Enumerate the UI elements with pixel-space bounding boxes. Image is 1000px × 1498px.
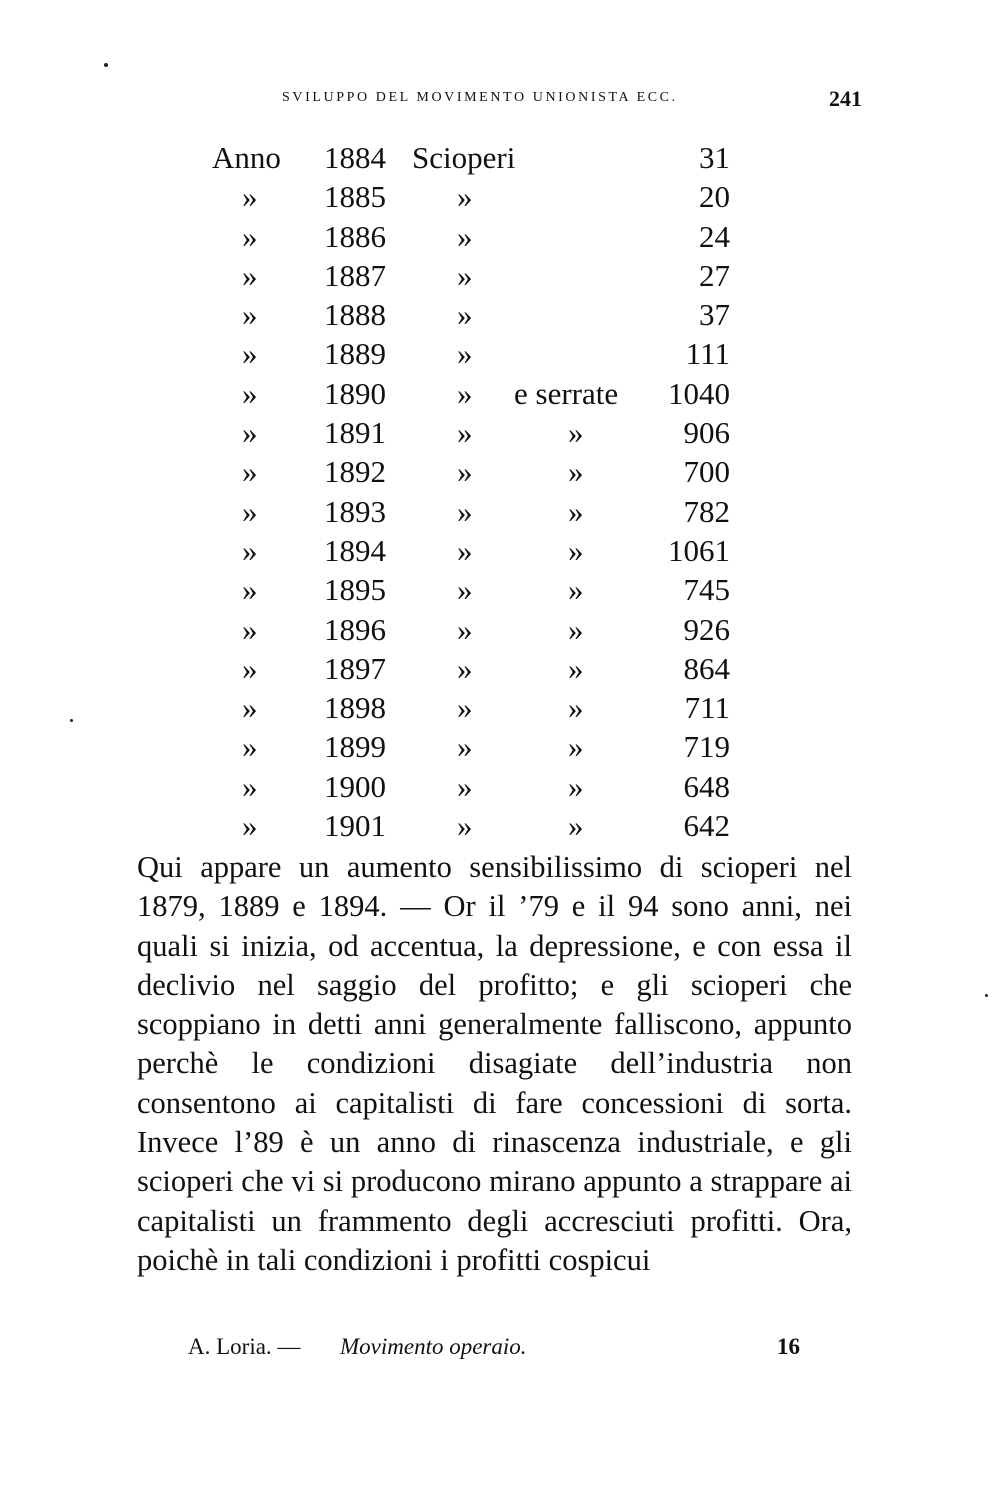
row-strikes-column: » <box>457 336 473 372</box>
row-lockouts-column: » <box>568 611 584 647</box>
body-paragraph: Qui appare un aumento sensibilissimo di scioperi nel 1879, 1889 e 1894. — Or il ’79 e il 94 sono anni, nei quali si inizia, od accentua, la depressione, e con essa il declivio nel saggio del profitto; e gli scioperi che scoppiano in detti anni generalmente falliscono, appunto perchè le condizioni disagiate dell’industria non consentono ai capitalisti di fare concessioni di sorta. Invece l’89 è un anno di rinascenza industriale, e gli scioperi che vi si producono mirano appunto a strappare ai capitalisti un frammento degli accresciuti profitti. Ora, poichè in tali condizioni i profitti cospicui <box>137 850 852 1277</box>
table-row <box>212 690 742 729</box>
print-speck <box>70 719 73 722</box>
row-label: » <box>242 729 258 765</box>
row-year: 1901 <box>324 808 386 844</box>
row-strikes-column: » <box>457 179 473 215</box>
row-year: 1895 <box>324 572 386 608</box>
row-value: 642 <box>683 808 730 844</box>
row-label: Anno <box>212 140 281 175</box>
row-year: 1888 <box>324 297 386 333</box>
row-lockouts-column: e serrate <box>514 375 619 411</box>
row-strikes-column: » <box>457 808 473 844</box>
table-row <box>212 494 742 533</box>
row-value: 782 <box>683 493 730 529</box>
row-year: 1900 <box>324 768 386 804</box>
table-row <box>212 572 742 611</box>
row-year: 1898 <box>324 690 386 726</box>
row-year: 1896 <box>324 611 386 647</box>
row-value: 37 <box>699 297 730 333</box>
row-label: » <box>242 808 258 844</box>
running-head <box>282 86 862 118</box>
row-lockouts-column: » <box>568 454 584 490</box>
row-lockouts-column: » <box>568 493 584 529</box>
row-lockouts-column: » <box>568 729 584 765</box>
row-value: 745 <box>683 572 730 608</box>
row-strikes-column: Scioperi <box>412 140 516 175</box>
page-number: 241 <box>829 86 862 111</box>
row-strikes-column: » <box>457 768 473 804</box>
row-lockouts-column: » <box>568 650 584 686</box>
row-lockouts-column: » <box>568 690 584 726</box>
table-row <box>212 297 742 336</box>
row-strikes-column: » <box>457 572 473 608</box>
row-label: » <box>242 375 258 411</box>
row-value: 926 <box>683 611 730 647</box>
row-year: 1891 <box>324 415 386 451</box>
table-row <box>212 140 742 179</box>
row-label: » <box>242 650 258 686</box>
footer-signature: 16 <box>777 1334 800 1359</box>
row-lockouts-column: » <box>568 768 584 804</box>
row-label: » <box>242 690 258 726</box>
row-label: » <box>242 336 258 372</box>
row-label: » <box>242 297 258 333</box>
row-lockouts-column: » <box>568 572 584 608</box>
row-year: 1893 <box>324 493 386 529</box>
row-value: 111 <box>685 336 730 372</box>
row-year: 1887 <box>324 257 386 293</box>
table-row <box>212 808 742 847</box>
table-row <box>212 376 742 415</box>
row-value: 711 <box>684 690 730 726</box>
table-row <box>212 612 742 651</box>
row-label: » <box>242 493 258 529</box>
row-value: 20 <box>699 179 730 215</box>
row-value: 1040 <box>668 375 730 411</box>
row-strikes-column: » <box>457 454 473 490</box>
row-year: 1885 <box>324 179 386 215</box>
table-row <box>212 533 742 572</box>
row-label: » <box>242 257 258 293</box>
row-value: 700 <box>683 454 730 490</box>
row-year: 1899 <box>324 729 386 765</box>
row-label: » <box>242 768 258 804</box>
row-label: » <box>242 415 258 451</box>
row-value: 648 <box>683 768 730 804</box>
row-strikes-column: » <box>457 297 473 333</box>
row-label: » <box>242 218 258 254</box>
row-strikes-column: » <box>457 729 473 765</box>
table-row <box>212 729 742 768</box>
row-label: » <box>242 454 258 490</box>
row-label: » <box>242 611 258 647</box>
table-row <box>212 219 742 258</box>
row-strikes-column: » <box>457 690 473 726</box>
row-strikes-column: » <box>457 532 473 568</box>
print-speck <box>985 994 988 997</box>
row-year: 1889 <box>324 336 386 372</box>
table-row <box>212 415 742 454</box>
table-row <box>212 258 742 297</box>
row-year: 1884 <box>324 140 386 175</box>
row-year: 1892 <box>324 454 386 490</box>
table-row <box>212 651 742 690</box>
row-strikes-column: » <box>457 218 473 254</box>
footer-title: Movimento operaio. <box>340 1334 527 1359</box>
table-row <box>212 769 742 808</box>
page-footer <box>188 1334 800 1368</box>
print-speck <box>104 63 108 67</box>
strikes-table <box>212 140 742 847</box>
row-strikes-column: » <box>457 415 473 451</box>
table-row <box>212 336 742 375</box>
row-lockouts-column: » <box>568 808 584 844</box>
table-row <box>212 454 742 493</box>
row-year: 1886 <box>324 218 386 254</box>
row-label: » <box>242 532 258 568</box>
row-strikes-column: » <box>457 493 473 529</box>
row-label: » <box>242 572 258 608</box>
row-year: 1894 <box>324 532 386 568</box>
row-value: 864 <box>683 650 730 686</box>
row-year: 1890 <box>324 375 386 411</box>
row-label: » <box>242 179 258 215</box>
row-strikes-column: » <box>457 375 473 411</box>
row-year: 1897 <box>324 650 386 686</box>
row-value: 719 <box>683 729 730 765</box>
row-strikes-column: » <box>457 257 473 293</box>
row-value: 31 <box>699 140 730 175</box>
row-strikes-column: » <box>457 611 473 647</box>
running-title: SVILUPPO DEL MOVIMENTO UNIONISTA ECC. <box>282 90 678 105</box>
row-value: 1061 <box>668 532 730 568</box>
row-lockouts-column: » <box>568 415 584 451</box>
table-row <box>212 179 742 218</box>
row-value: 24 <box>699 218 730 254</box>
footer-author: A. Loria. — <box>188 1334 301 1359</box>
row-lockouts-column: » <box>568 532 584 568</box>
row-value: 27 <box>699 257 730 293</box>
row-strikes-column: » <box>457 650 473 686</box>
row-value: 906 <box>683 415 730 451</box>
